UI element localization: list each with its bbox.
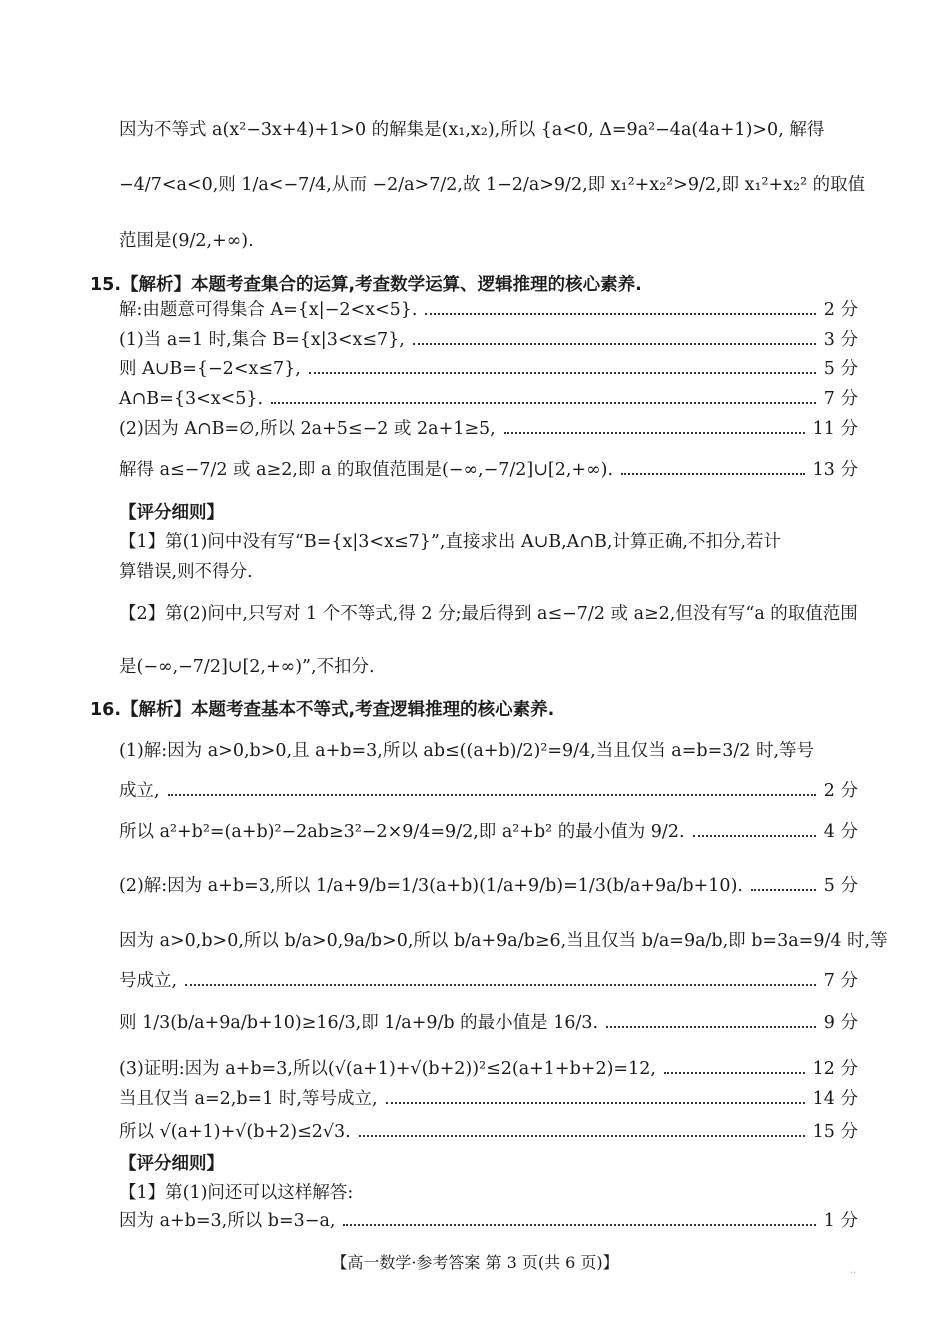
leader-dots <box>504 432 805 434</box>
leader-dots <box>386 1102 805 1104</box>
q16-step: 则 1/3(b/a+9a/b+10)≥16/3,即 1/a+9/b 的最小值是 16/3. 9 分 <box>119 1013 858 1033</box>
q15-rule-1a: 【1】第(1)问中没有写“B={x|3<x≤7}”,直接求出 A∪B,A∩B,计算正确,不扣分,若计 <box>119 532 782 552</box>
leader-dots <box>664 1072 805 1074</box>
q16-rule-1: 【1】第(1)问还可以这样解答: <box>119 1183 354 1203</box>
q16-part1: (1)解:因为 a>0,b>0,且 a+b=3,所以 ab≤((a+b)/2)²=9/4,当且仅当 a=b=3/2 时,等号 <box>119 741 815 761</box>
q16-step: 所以 a²+b²=(a+b)²−2ab≥3²−2×9/4=9/2,即 a²+b² 的最小值为 9/2. 4 分 <box>119 822 858 842</box>
leader-dots <box>413 343 816 345</box>
q16-step: (2)解:因为 a+b=3,所以 1/a+9/b=1/3(a+b)(1/a+9/b)=1/3(b/a+9a/b+10). 5 分 <box>119 876 858 896</box>
q15-step: (2)因为 A∩B=∅,所以 2a+5≤−2 或 2a+1≥5, 11 分 <box>119 419 858 439</box>
corner-mark: .. <box>850 1265 857 1276</box>
leader-dots <box>606 1026 816 1028</box>
leader-dots <box>271 402 816 404</box>
leader-dots <box>168 794 816 796</box>
q16-step: 所以 √(a+1)+√(b+2)≤2√3. 15 分 <box>119 1122 858 1142</box>
prev-line-1: 因为不等式 a(x²−3x+4)+1>0 的解集是(x₁,x₂),所以 {a<0, Δ=9a²−4a(4a+1)>0, 解得 <box>119 120 825 140</box>
leader-dots <box>621 473 805 475</box>
q16-rule-1-step: 因为 a+b=3,所以 b=3−a, 1 分 <box>119 1211 858 1231</box>
leader-dots <box>425 313 815 315</box>
q15-step: 则 A∪B={−2<x≤7}, 5 分 <box>119 359 858 379</box>
q16-step: (3)证明:因为 a+b=3,所以(√(a+1)+√(b+2))²≤2(a+1+b+2)=12, 12 分 <box>119 1059 858 1079</box>
q16-step: 号成立, 7 分 <box>119 971 858 991</box>
q16-step: 成立, 2 分 <box>119 781 858 801</box>
leader-dots <box>309 372 816 374</box>
q16-rules-title: 【评分细则】 <box>119 1154 224 1174</box>
q16-header: 16.【解析】本题考查基本不等式,考查逻辑推理的核心素养. <box>90 700 555 720</box>
q15-step: A∩B={3<x<5}. 7 分 <box>119 389 858 409</box>
leader-dots <box>751 889 816 891</box>
q15-step: 解:由题意可得集合 A={x|−2<x<5}. 2 分 <box>119 300 858 320</box>
q15-header: 15.【解析】本题考查集合的运算,考查数学运算、逻辑推理的核心素养. <box>90 275 642 295</box>
q16-step: 当且仅当 a=2,b=1 时,等号成立, 14 分 <box>119 1089 858 1109</box>
q15-step: 解得 a≤−7/2 或 a≥2,即 a 的取值范围是(−∞,−7/2]∪[2,+∞). 13 分 <box>119 460 858 480</box>
prev-line-3: 范围是(9/2,+∞). <box>119 231 254 251</box>
q15-step: (1)当 a=1 时,集合 B={x|3<x≤7}, 3 分 <box>119 330 858 350</box>
leader-dots <box>343 1224 815 1226</box>
leader-dots <box>693 835 816 837</box>
q15-rules-title: 【评分细则】 <box>119 503 224 523</box>
leader-dots <box>185 984 816 986</box>
q16-part2: 因为 a>0,b>0,所以 b/a>0,9a/b>0,所以 b/a+9a/b≥6,当且仅当 b/a=9a/b,即 b=3a=9/4 时,等 <box>119 931 888 951</box>
page-footer: 【高一数学·参考答案 第 3 页(共 6 页)】 <box>331 1253 619 1272</box>
prev-line-2: −4/7<a<0,则 1/a<−7/4,从而 −2/a>7/2,故 1−2/a>9/2,即 x₁²+x₂²>9/2,即 x₁²+x₂² 的取值 <box>119 175 866 195</box>
q15-rule-1b: 算错误,则不得分. <box>119 562 253 582</box>
q15-rule-2a: 【2】第(2)问中,只写对 1 个不等式,得 2 分;最后得到 a≤−7/2 或 a≥2,但没有写“a 的取值范围 <box>119 604 858 624</box>
leader-dots <box>359 1135 805 1137</box>
q15-rule-2b: 是(−∞,−7/2]∪[2,+∞)”,不扣分. <box>119 657 375 677</box>
